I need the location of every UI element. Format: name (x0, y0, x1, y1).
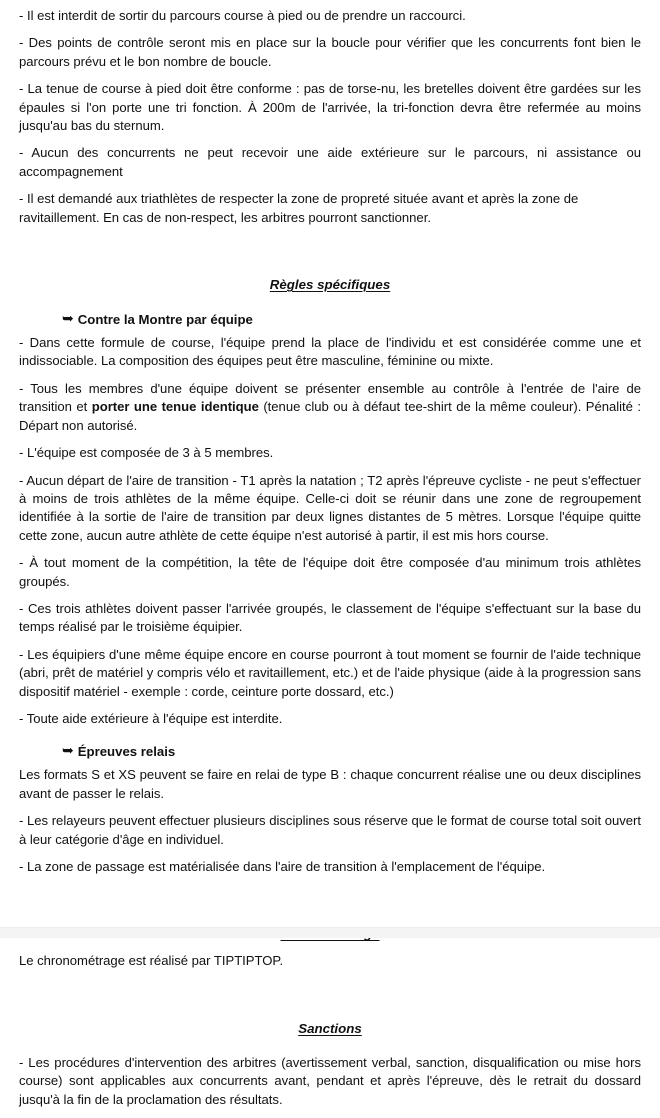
section-heading-sanctions (19, 1020, 641, 1038)
paragraph-clean-zone: - Il est demandé aux triathlètes de respecter la zone de propreté située avant et après la zone de ravitaillement. En cas de non-respect, les arbitres pourront sanctionner. (19, 191, 579, 225)
paragraph-relay-formats: Les formats S et XS peuvent se faire en relai de type B : chaque concurrent réalise une ou deux disciplines avant de passer le relais. (19, 767, 641, 801)
paragraph-transition-departure: - Aucun départ de l'aire de transition - T1 après la natation ; T2 après l'épreuve cycliste - ne peut s'effectuer à moins de trois athlètes de la même équipe. Celle-ci doit se réunir dans une zone de regroupement identifiée à la sortie de l'aire de transition par deux lignes distantes de 5 mètres. Lorsque l'équipe quitte cette zone, aucun autre athlète de cette équipe n'est autorisé à partir, il est mis hors course. (19, 472, 641, 543)
paragraph-timing-provider: Le chronométrage est réalisé par TIPTIPTOP. (19, 953, 284, 969)
paragraph-relay-zone: - La zone de passage est matérialisée dans l'aire de transition à l'emplacement de l'équipe. (19, 859, 546, 874)
section-heading-specific-rules (19, 276, 641, 294)
paragraph-team-size: - L'équipe est composée de 3 à 5 membres. (19, 445, 274, 461)
paragraph-run-outfit: - La tenue de course à pied doit être conforme : pas de torse-nu, les bretelles doivent être gardées sur les épaules si l'on porte une tri fonction. À 200m de l'arrivée, la tri-fonction devra être refermée au moins jusqu'au bas du sternum. (19, 81, 641, 134)
spacer (19, 236, 641, 276)
arrow-right-hook-icon: ➥ (62, 310, 74, 327)
document-content (19, 0, 641, 1118)
paragraph-sanctions-procedures: - Les procédures d'intervention des arbitres (avertissement verbal, sanction, disqualification ou mise hors course) sont applicables aux concurrents avant, pendant et après l'épreuve, dès le retrait du dossard jusqu'à la fin de la proclamation des résultats. (19, 1054, 641, 1107)
paragraph-head-of-team: - À tout moment de la compétition, la tête de l'équipe doit être composée d'au minimum trois athlètes groupés. (19, 555, 641, 589)
section-heading-sanctions-text: Sanctions (298, 1020, 362, 1036)
paragraph-no-outside-help: - Aucun des concurrents ne peut recevoir une aide extérieure sur le parcours, ni assistance ou accompagnement (19, 145, 641, 179)
subheading-relay-events-text: Épreuves relais (77, 744, 176, 760)
paragraph-team-composition: - Dans cette formule de course, l'équipe prend la place de l'individu et est considérée comme une et indissociable. La composition des équipes peut être masculine, féminine ou mixte. (19, 335, 641, 369)
paragraph-relay-disciplines: - Les relayeurs peuvent effectuer plusieurs disciplines sous réserve que le format de course total soit ouvert à leur catégorie d'âge en individuel. (19, 813, 641, 847)
spacer (19, 943, 641, 952)
spacer (19, 1038, 641, 1054)
subheading-relay-events (19, 742, 641, 761)
page-bottom-band (0, 928, 660, 938)
paragraph-identical-outfit-emphasis: porter une tenue identique (91, 399, 259, 415)
paragraph-identical-outfit-part2: (tenue club ou à défaut tee-shirt de la même couleur). Pénalité : Départ non autorisé. (19, 399, 641, 433)
paragraph-no-external-help-team: - Toute aide extérieure à l'équipe est interdite. (19, 710, 283, 726)
paragraph-control-points: - Des points de contrôle seront mis en place sur la boucle pour vérifier que les concurrents font bien le parcours prévu et le bon nombre de boucle. (19, 35, 641, 69)
subheading-team-time-trial (19, 310, 641, 329)
subheading-team-time-trial-text: Contre la Montre par équipe (77, 312, 253, 328)
arrow-right-hook-icon: ➥ (62, 742, 74, 759)
paragraph-no-shortcut: - Il est interdit de sortir du parcours course à pied ou de prendre un raccourci. (19, 8, 466, 23)
spacer (19, 980, 641, 1020)
spacer (19, 885, 641, 925)
section-heading-specific-rules-text: Règles spécifiques (269, 277, 391, 293)
paragraph-identical-outfit-part1: - Tous les membres d'une équipe doivent se présenter ensemble au contrôle à l'entrée de l'aire de transition et (19, 380, 641, 415)
paragraph-identical-outfit (19, 380, 641, 435)
spacer (19, 294, 641, 310)
paragraph-finish-grouped: - Ces trois athlètes doivent passer l'arrivée groupés, le classement de l'équipe s'effectuant sur la base du temps réalisé par le troisième équipier. (19, 600, 641, 635)
paragraph-teammate-assistance: - Les équipiers d'une même équipe encore en course pourront à tout moment se fournir de l'aide technique (abri, prêt de matériel y compris vélo et ravitaillement, etc.) et de l'aide physique (aide à la progression sans dispositif matériel - exemple : corde, ceinture porte dossard, etc.) (19, 646, 641, 699)
